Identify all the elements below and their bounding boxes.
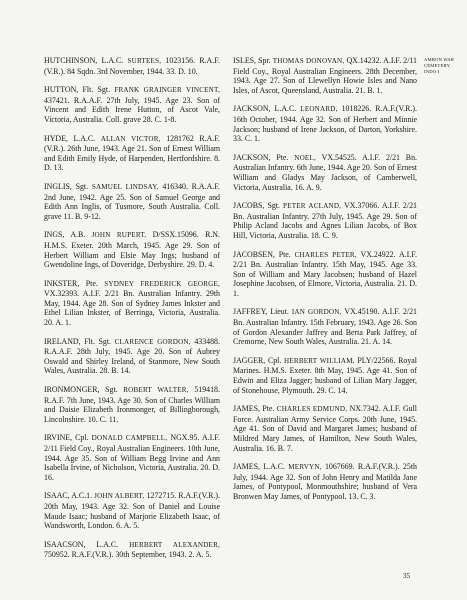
- entry-surname: IRONMONGER,: [44, 385, 100, 395]
- entry-rank: A.C.1.: [71, 491, 93, 501]
- entry-surname: ISLES,: [233, 56, 257, 65]
- entry-given-names: SYDNEY FREDERICK GEORGE,: [104, 279, 220, 288]
- entry-given-names: CHARLES PETER,: [294, 250, 357, 259]
- casualty-entry: [44, 230, 220, 269]
- casualty-entry: [44, 491, 220, 530]
- entry-details: QX.14232. A.I.F. 2/11 Field Coy., Royal Australian Engineers. 28th December, 1943. Age 27. Son of Llewellyn Howie Isles and Nano Isles, of Ascot, Queensland, Australia. 21. B. 1.: [233, 56, 417, 95]
- entry-given-names: HERBERT WILLIAM,: [284, 356, 355, 365]
- casualty-entry: [44, 337, 220, 376]
- entry-given-names: CLARENCE GORDON,: [114, 337, 191, 346]
- entry-rank: Cpl.: [75, 433, 89, 443]
- entry-details: 750952. R.A.F.(V.R.). 30th September, 1943. 2. A. 5.: [44, 550, 212, 560]
- casualty-entry: [44, 134, 220, 173]
- entry-rank: Flt. Sgt.: [82, 85, 111, 95]
- casualty-entry: [233, 462, 417, 501]
- margin-note-line: AMBON WAR: [424, 57, 455, 62]
- casualty-entry: [233, 356, 417, 395]
- entry-given-names: JOHN RUPERT,: [91, 231, 147, 240]
- entry-rank: Sgt.: [75, 181, 89, 191]
- entry-given-names: PETER ACLAND,: [283, 202, 342, 211]
- entry-surname: JACKSON,: [233, 104, 271, 114]
- entry-rank: L.A.C.: [274, 104, 297, 114]
- entry-details: 433488. R.A.A.F. 28th July, 1945. Age 20. Son of Aubrey Oswald and Shirley Ireland, of Stanmore, New South Wales, Australia. 28. B. 14.: [44, 336, 220, 376]
- entry-rank: Pte.: [276, 152, 289, 162]
- entry-rank: Spr.: [258, 56, 271, 65]
- margin-note-line: CEMETERY: [424, 63, 451, 68]
- right-column: [233, 56, 417, 511]
- entry-given-names: CHARLES EDMUND,: [276, 405, 348, 414]
- casualty-entry: [233, 153, 417, 192]
- entry-rank: Flt. Sgt.: [84, 336, 112, 346]
- casualty-entry: [44, 85, 220, 124]
- casualty-entry: [44, 56, 220, 76]
- entry-surname: HYDE,: [44, 133, 68, 143]
- casualty-entry: [44, 540, 220, 560]
- margin-note: [424, 57, 464, 75]
- margin-note-line: INDO I: [424, 69, 440, 74]
- entry-surname: JAFFREY,: [233, 307, 268, 317]
- entry-details: 1018226. R.A.F.(V.R.). 16th October, 1944. Age 32. Son of Herbert and Minnie Jackson; husband of Irene Jackson, of Darton, Yorkshire. 33. C. 1.: [233, 104, 417, 144]
- casualty-entry: [44, 385, 220, 424]
- casualty-entry: [233, 404, 417, 453]
- casualty-entry: [233, 307, 417, 346]
- entry-surname: ISAAC,: [44, 491, 70, 501]
- entry-rank: Cpl.: [267, 355, 282, 365]
- entry-rank: Sgt.: [267, 201, 280, 211]
- entry-details: D/SSX.15096. R.N. H.M.S. Exeter. 20th March, 1945. Age 29. Son of Herbert William and Elsie May Ings; husband of Gwendoline Ings, of Doveridge, Derbyshire. 29. D. 4.: [44, 230, 220, 270]
- entry-details: 1067669. R.A.F.(V.R.). 25th July, 1944. Age 32. Son of John Henry and Matilda Jane James, of Pontypool, Monmouthshire; husband of Vera Bronwen May James, of Pontypool. 13. C. 3.: [233, 462, 417, 501]
- entry-rank: Pte.: [85, 278, 98, 288]
- casualty-entry: [233, 104, 417, 143]
- entry-surname: IRVINE,: [44, 433, 73, 443]
- entry-given-names: ALLAN VICTOR,: [100, 134, 161, 143]
- entry-details: VX.45190. A.I.F. 2/21 Bn. Australian Infantry. 15th February, 1943. Age 26. Son of Gordon Alexander Jaffrey and Berta Park Jaffrey, of Cremorne, New South Wales, Australia. 21. A. 14.: [233, 307, 417, 347]
- casualty-entry: [44, 182, 220, 221]
- entry-given-names: HERBERT ALEXANDER,: [129, 540, 220, 549]
- entry-given-names: THOMAS DONOVAN,: [272, 57, 345, 65]
- page-number: 35: [403, 572, 410, 580]
- casualty-entry: [44, 433, 220, 482]
- entry-surname: JAMES,: [233, 462, 260, 472]
- entry-surname: IRELAND,: [44, 336, 81, 346]
- entry-given-names: SAMUEL LINDSAY,: [91, 182, 159, 191]
- casualty-entry: [233, 56, 417, 95]
- entry-surname: JACOBS,: [233, 201, 265, 211]
- entry-given-names: FRANK GRAINGER VINCENT,: [114, 86, 220, 95]
- entry-details: 519418. R.A.F. 7th June, 1943. Age 30. Son of Charles William and Daisie Elizabeth Ironmonger, of Billingborough, Lincolnshire. 10. C. 11.: [44, 385, 220, 424]
- casualty-entry: [44, 279, 220, 328]
- entry-rank: Pte.: [278, 249, 291, 259]
- entry-details: VX.37066. A.I.F. 2/21 Bn. Australian Infantry. 27th July, 1945. Age 29. Son of Philip Acland Jacobs and Agnes Lilian Jacobs, of Box Hill, Victoria, Australia. 18. C. 9.: [233, 201, 417, 240]
- entry-rank: Lieut.: [270, 307, 289, 317]
- entry-rank: L.A.C.: [96, 539, 119, 549]
- entry-details: 1023156. R.A.F.(V.R.). 84 Sqdn. 3rd November, 1944. 33. D. 10.: [44, 56, 220, 76]
- entry-rank: A.B.: [70, 230, 86, 240]
- entry-surname: INGLIS,: [44, 181, 72, 191]
- entry-given-names: JOHN ALBERT,: [94, 492, 145, 501]
- entry-rank: Sgt.: [105, 385, 118, 395]
- entry-given-names: LEONARD,: [300, 105, 338, 114]
- entry-details: VX.54525. A.I.F. 2/21 Bn. Australian Infantry. 6th June, 1944. Age 20. Son of Ernest William and Gladys May Jackson, of Camberwell, Victoria, Australia. 16. A. 9.: [233, 152, 417, 192]
- entry-surname: HUTTON,: [44, 85, 79, 95]
- entry-details: 1281762 R.A.F.(V.R.). 26th June, 1943. Age 21. Son of Ernest William and Edith Emily Hyde, of Harpenden, Hertfordshire. 8. D. 13.: [44, 133, 220, 173]
- entry-details: 437421. R.A.A.F. 27th July, 1945. Age 23. Son of Vincent and Edith Irene Hutton, of Ascot Vale, Victoria, Australia. Coll. grave 28. C. 1-8.: [44, 95, 220, 124]
- entry-surname: ISAACSON,: [44, 539, 86, 549]
- entry-surname: HUTCHINSON,: [44, 56, 98, 65]
- entry-rank: Pte.: [262, 404, 275, 414]
- entry-details: 416340. R.A.A.F. 2nd June, 1942. Age 25. Son of Samuel George and Edith Ann Inglis, of Tusmore, South Australia. Coll. grave 11. B. 9-12.: [44, 181, 220, 221]
- entry-details: VX.24922. A.I.F. 2/21 Bn. Australian Infantry. 15th May, 1945. Age 33. Son of William and Mary Jacobsen; husband of Hazel Josephine Jacobsen, of Elmore, Victoria, Australia. 21. D. 1.: [233, 249, 417, 298]
- entry-surname: JACOBSEN,: [233, 249, 275, 259]
- entry-rank: L.A.C.: [73, 133, 96, 143]
- entry-surname: INKSTER,: [44, 278, 80, 288]
- entry-surname: JAMES,: [233, 404, 260, 414]
- entry-details: VX.32393. A.I.F. 2/21 Bn. Australian Infantry. 29th May, 1944. Age 28. Son of Sydney James Inkster and Ethel Lilian Inkster, of Berringa, Victoria, Australia. 20. A. 1.: [44, 289, 220, 328]
- entry-given-names: IAN GORDON,: [291, 308, 342, 317]
- casualty-entry: [233, 201, 417, 240]
- entry-given-names: ROBERT WALTER,: [123, 386, 189, 395]
- entry-details: NX.7342. A.I.F. Gull Force. Australian Army Service Corps. 20th June, 1945. Age 41. Son of David and Margaret James; husband of Mildred Mary James, of Hamilton, New South Wales, Australia. 16. B. 7.: [233, 404, 417, 453]
- entry-given-names: DONALD CAMPBELL,: [91, 434, 168, 443]
- entry-surname: JAGGER,: [233, 355, 266, 365]
- casualty-entry: [233, 250, 417, 299]
- left-column: [44, 56, 220, 569]
- entry-given-names: SURTEES,: [127, 57, 162, 65]
- entry-surname: INGS,: [44, 230, 65, 240]
- entry-details: NGX.95. A.I.F. 2/11 Field Coy., Royal Australian Engineers. 10th June, 1944. Age 35. Son of William Begg Irvine and Ann Isabella Irvine, of Nicholson, Victoria, Australia. 20. D. 16.: [44, 433, 220, 482]
- entry-given-names: NOEL,: [294, 153, 316, 162]
- entry-details: 1272715. R.A.F.(V.R.). 20th May, 1943. Age 32. Son of Daniel and Louise Maude Isaac; husband of Marjorie Elizabeth Isaac, of Wandsworth, London. 6. A. 5.: [44, 491, 220, 531]
- entry-rank: L.A.C.: [263, 462, 285, 472]
- entry-surname: JACKSON,: [233, 152, 271, 162]
- entry-details: PLY/22566. Royal Marines. H.M.S. Exeter. 8th May, 1945. Age 41. Son of Edwin and Eliza Jagger; husband of Lilian Mary Jagger, of Stonehouse, Plymouth. 29. C. 14.: [233, 355, 417, 395]
- entry-rank: L.A.C.: [101, 56, 124, 65]
- entry-given-names: MERVYN,: [288, 463, 322, 472]
